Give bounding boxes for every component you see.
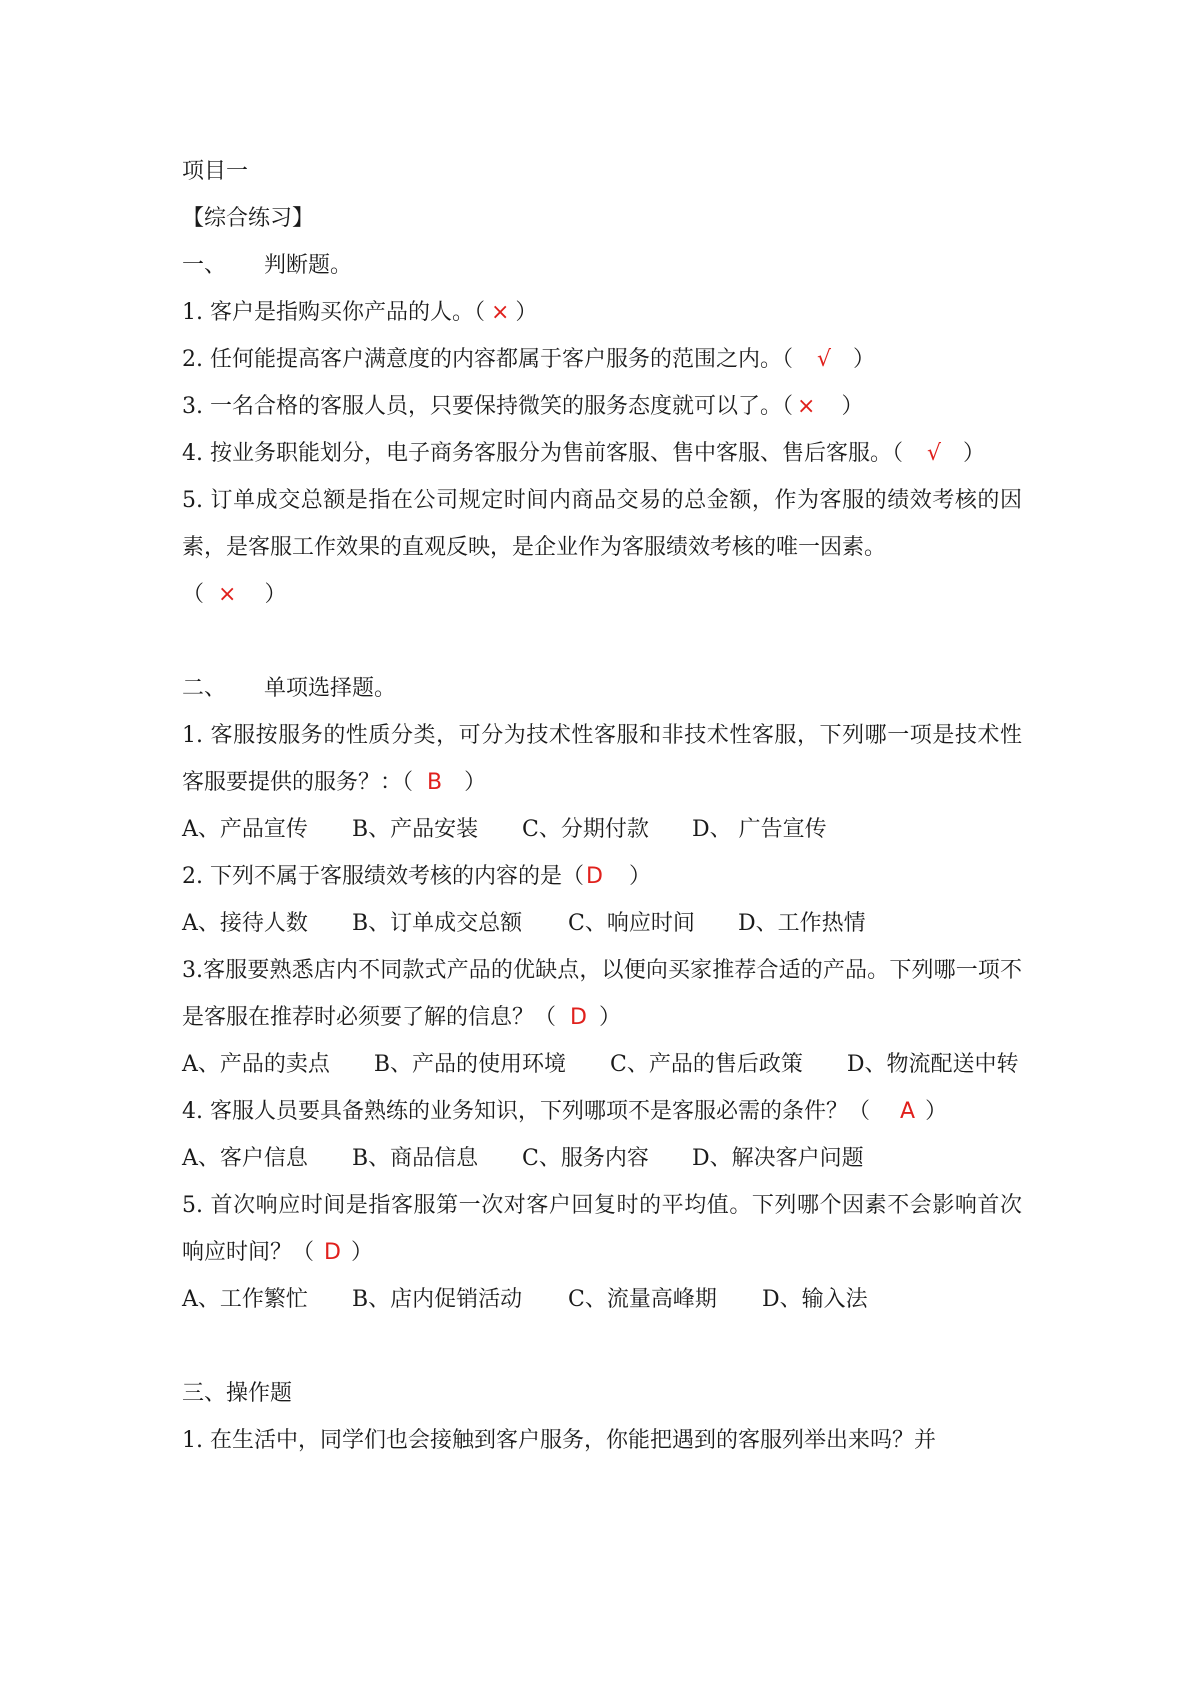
judge-item-2 — [182, 336, 1022, 383]
answer-mark: √ — [927, 441, 942, 466]
judge-item-5-answer — [182, 571, 1022, 618]
answer-mark: √ — [817, 347, 832, 372]
option-b: B、产品安装 — [352, 817, 479, 842]
option-b: B、店内促销活动 — [352, 1287, 523, 1312]
option-d: D、输入法 — [762, 1287, 868, 1312]
answer-mark: A — [900, 1099, 916, 1124]
section1-heading — [182, 242, 1022, 289]
question-text: 4. 按业务职能划分，电子商务客服分为售前客服、售中客服、售后客服。（ — [182, 441, 903, 466]
closing-paren: ） — [628, 864, 651, 889]
section1-number: 一、 — [182, 253, 227, 278]
exercise-title: 【综合练习】 — [182, 206, 315, 231]
project-title: 项目一 — [182, 159, 249, 184]
section1-title: 判断题。 — [264, 253, 353, 278]
answer-mark: D — [324, 1240, 341, 1265]
option-d: D、工作热情 — [738, 911, 866, 936]
closing-paren: ） — [350, 1240, 373, 1265]
question-text: 2. 下列不属于客服绩效考核的内容的是（ — [182, 864, 584, 889]
judge-item-3 — [182, 383, 1022, 430]
question-text: 5. 首次响应时间是指客服第一次对客户回复时的平均值。下列哪个因素不会影响首次响应时间？（ — [182, 1193, 1022, 1265]
question-text: 4. 客服人员要具备熟练的业务知识，下列哪项不是客服必需的条件？（ — [182, 1099, 870, 1124]
judge-item-5: 5. 订单成交总额是指在公司规定时间内商品交易的总金额，作为客服的绩效考核的因素，是客服工作效果的直观反映，是企业作为客服绩效考核的唯一因素。 — [182, 488, 1022, 560]
section2-number: 二、 — [182, 676, 227, 701]
question-text: 1. 客户是指购买你产品的人。（ — [182, 300, 485, 325]
answer-mark: × — [490, 300, 510, 325]
option-a: A、接待人数 — [182, 911, 308, 936]
section2-title: 单项选择题。 — [264, 676, 397, 701]
answer-mark: D — [570, 1005, 587, 1030]
choice-question-1 — [182, 712, 1022, 806]
question-text: 3. 一名合格的客服人员，只要保持微笑的服务态度就可以了。（ — [182, 394, 793, 419]
choice-question-5 — [182, 1182, 1022, 1276]
choice-question-4 — [182, 1088, 1022, 1135]
opening-paren: （ — [182, 582, 205, 607]
question-text: 3.客服要熟悉店内不同款式产品的优缺点，以便向买家推荐合适的产品。下列哪一项不是客服在推荐时必须要了解的信息？（ — [182, 958, 1022, 1030]
closing-paren: ） — [515, 300, 538, 325]
operation-item-1: 1. 在生活中，同学们也会接触到客户服务，你能把遇到的客服列举出来吗？并 — [182, 1428, 936, 1453]
section2-heading — [182, 665, 1022, 712]
option-c: C、流量高峰期 — [568, 1287, 717, 1312]
closing-paren: ） — [264, 582, 287, 607]
option-a: A、工作繁忙 — [182, 1287, 308, 1312]
choice-options-3: A、产品的卖点 B、产品的使用环境 C、产品的售后政策 D、物流配送中转 — [182, 1052, 1019, 1077]
choice-question-3 — [182, 947, 1022, 1041]
closing-paren: ） — [853, 347, 876, 372]
choice-options-5 — [182, 1276, 1022, 1323]
option-d: D、解决客户问题 — [692, 1146, 864, 1171]
answer-mark: B — [427, 770, 443, 795]
choice-options-2 — [182, 900, 1022, 947]
option-a: A、客户信息 — [182, 1146, 308, 1171]
answer-mark: D — [586, 864, 603, 889]
option-a: A、产品宣传 — [182, 817, 308, 842]
question-text: 2. 任何能提高客户满意度的内容都属于客户服务的范围之内。（ — [182, 347, 793, 372]
closing-paren: ） — [841, 394, 864, 419]
option-b: B、订单成交总额 — [352, 911, 523, 936]
closing-paren: ） — [925, 1099, 948, 1124]
answer-mark: × — [218, 582, 237, 607]
question-text: 1. 客服按服务的性质分类，可分为技术性客服和非技术性客服，下列哪一项是技术性客服要提供的服务？：（ — [182, 723, 1022, 795]
closing-paren: ） — [464, 770, 487, 795]
closing-paren: ） — [598, 1005, 621, 1030]
judge-item-1 — [182, 289, 1022, 336]
choice-options-1 — [182, 806, 1022, 853]
judge-item-4 — [182, 430, 1022, 477]
option-c: C、响应时间 — [568, 911, 695, 936]
choice-options-4 — [182, 1135, 1022, 1182]
document-page — [182, 148, 1022, 1464]
option-b: B、商品信息 — [352, 1146, 479, 1171]
option-c: C、服务内容 — [522, 1146, 649, 1171]
section3-heading: 三、操作题 — [182, 1381, 293, 1406]
option-d: D、 广告宣传 — [692, 817, 827, 842]
option-c: C、分期付款 — [522, 817, 649, 842]
choice-question-2 — [182, 853, 1022, 900]
closing-paren: ） — [963, 441, 986, 466]
answer-mark: × — [797, 394, 816, 419]
